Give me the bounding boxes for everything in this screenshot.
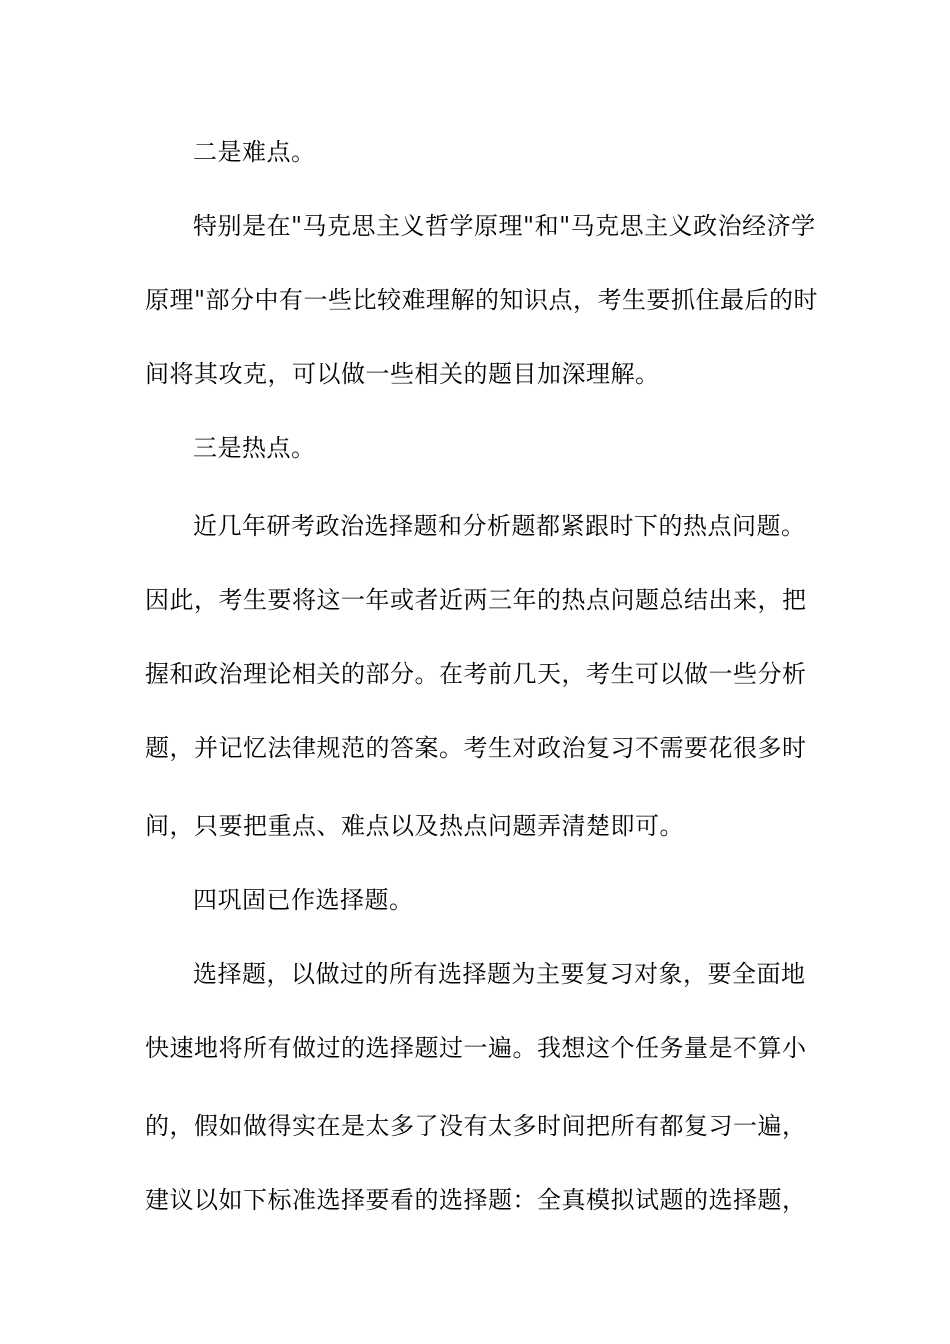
text-line: 近几年研考政治选择题和分析题都紧跟时下的热点问题。 bbox=[193, 512, 806, 540]
text-line: 握和政治理论相关的部分。在考前几天，考生可以做一些分析 bbox=[145, 660, 807, 688]
text-line: 因此，考生要将这一年或者近两三年的热点问题总结出来，把 bbox=[145, 586, 807, 614]
text-line: 原理"部分中有一些比较难理解的知识点，考生要抓住最后的时 bbox=[145, 286, 819, 314]
text-line: 选择题，以做过的所有选择题为主要复习对象，要全面地 bbox=[193, 960, 806, 988]
paragraph-heading-difficulties: 二是难点。 bbox=[193, 138, 316, 166]
text-line: 间将其攻克，可以做一些相关的题目加深理解。 bbox=[145, 360, 660, 388]
text-line: 特别是在"马克思主义哲学原理"和"马克思主义政治经济学 bbox=[193, 212, 816, 240]
text-line: 题，并记忆法律规范的答案。考生对政治复习不需要花很多时 bbox=[145, 734, 807, 762]
paragraph-heading-review: 四巩固已作选择题。 bbox=[193, 886, 414, 914]
text-line: 的，假如做得实在是太多了没有太多时间把所有都复习一遍， bbox=[145, 1112, 807, 1140]
paragraph-heading-hotspots: 三是热点。 bbox=[193, 434, 316, 462]
text-line: 建议以如下标准选择要看的选择题：全真模拟试题的选择题， bbox=[145, 1186, 807, 1214]
text-line: 间，只要把重点、难点以及热点问题弄清楚即可。 bbox=[145, 812, 684, 840]
text-line: 快速地将所有做过的选择题过一遍。我想这个任务量是不算小 bbox=[145, 1034, 807, 1062]
